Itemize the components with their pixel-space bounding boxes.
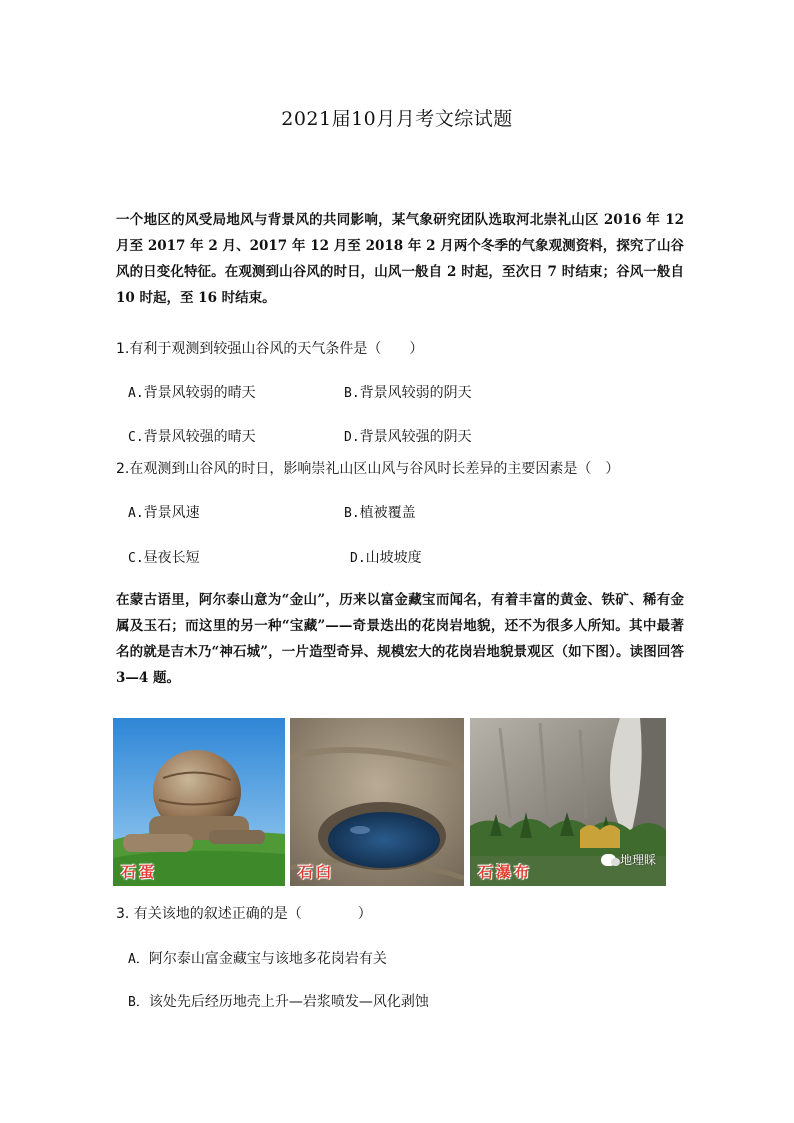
question-1-option-a: A.背景风较弱的晴天	[128, 385, 256, 401]
passage-altai-granite: 在蒙古语里，阿尔泰山意为“金山”，历来以富金藏宝而闻名，有着丰富的黄金、铁矿、稀有金属及玉石；而这里的另一种“宝藏”——奇景迭出的花岗岩地貌，还不为很多人所知。其中最著名的就是吉木乃“神石城”，一片造型奇异、规模宏大的花岗岩地貌景观区（如下图）。读图回答 3—4 题。	[116, 592, 684, 686]
question-1-option-b: B.背景风较弱的阴天	[344, 385, 472, 401]
photo-stone-egg	[113, 718, 285, 886]
granite-landform-photos	[113, 718, 666, 886]
photo-stone-mortar	[290, 718, 464, 886]
page-title: 2021届10月月考文综试题	[281, 108, 513, 130]
wechat-icon	[601, 854, 616, 866]
watermark	[601, 851, 656, 868]
photo-stone-waterfall	[470, 718, 666, 886]
caption-stone-mortar: 石臼	[298, 863, 335, 881]
question-3-stem: 3. 有关该地的叙述正确的是（ ）	[116, 906, 372, 922]
question-2-option-d: D.山坡坡度	[350, 550, 422, 566]
watermark-text: 地理睬	[619, 853, 656, 867]
caption-stone-waterfall: 石瀑布	[478, 863, 533, 881]
question-3-option-a: A．阿尔泰山富金藏宝与该地多花岗岩有关	[128, 951, 387, 967]
passage-mountain-valley-wind: 一个地区的风受局地风与背景风的共同影响，某气象研究团队选取河北崇礼山区 2016 年 12 月至 2017 年 2 月、2017 年 12 月至 2018 年 2 月两个冬季的气象观测资料，探究了山谷风的日变化特征。在观测到山谷风的时日，山风一般自 2 时起，至次日 7 时结束；谷风一般自 10 时起，至 16 时结束。	[116, 212, 684, 306]
question-3-option-b: B．该处先后经历地壳上升—岩浆喷发—风化剥蚀	[128, 994, 429, 1010]
question-2-option-c: C.昼夜长短	[128, 550, 200, 566]
question-1-option-c: C.背景风较强的晴天	[128, 429, 256, 445]
question-2-option-a: A.背景风速	[128, 505, 200, 521]
question-1-option-d: D.背景风较强的阴天	[344, 429, 472, 445]
caption-stone-egg: 石蛋	[121, 863, 158, 881]
question-2-stem: 2.在观测到山谷风的时日，影响崇礼山区山风与谷风时长差异的主要因素是（ ）	[116, 461, 620, 477]
question-2-option-b: B.植被覆盖	[344, 505, 416, 521]
question-1-stem: 1.有利于观测到较强山谷风的天气条件是（ ）	[116, 341, 424, 357]
